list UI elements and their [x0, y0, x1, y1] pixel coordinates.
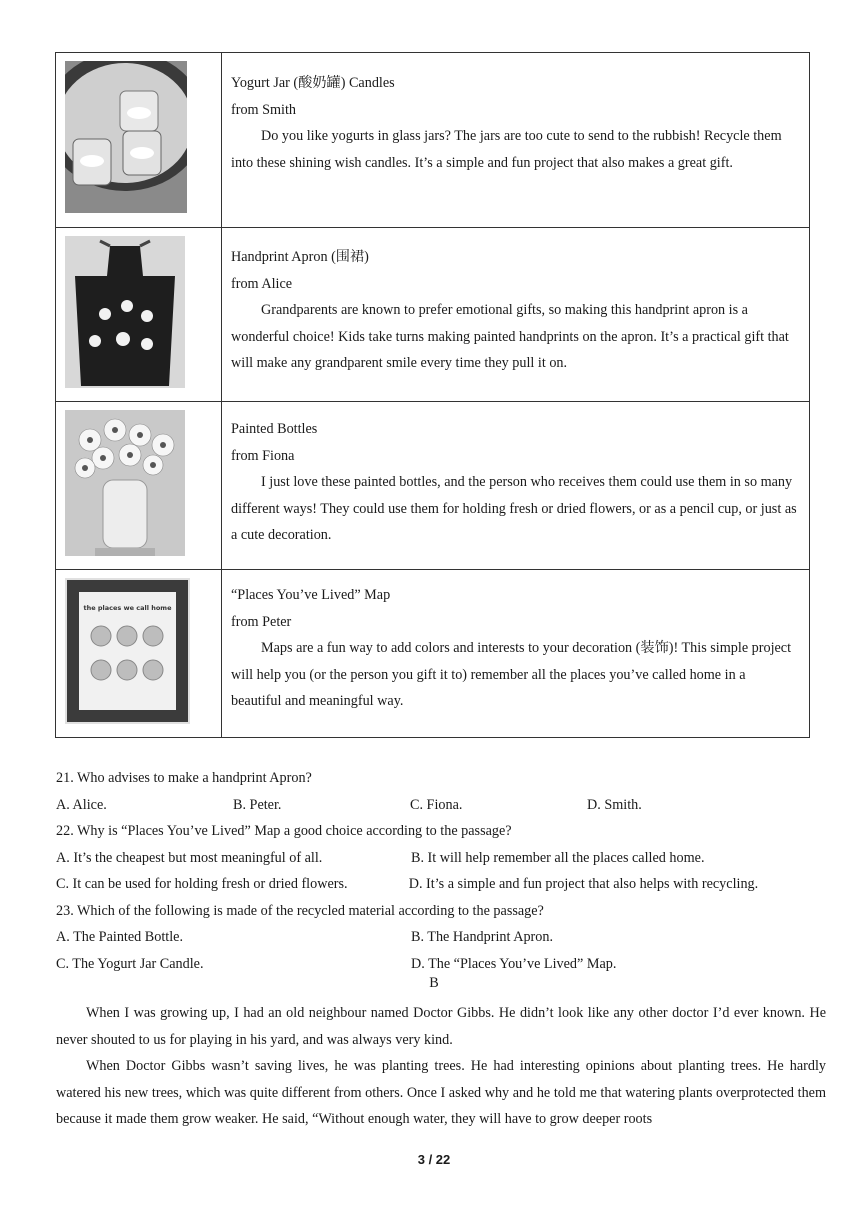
- option-b: B. It will help remember all the places called home.: [411, 849, 705, 866]
- gift-author: from Fiona: [231, 447, 295, 464]
- question-stem: 21. Who advises to make a handprint Apron?: [56, 770, 312, 786]
- gift-text-cell: [222, 570, 810, 738]
- gift-row: [56, 228, 810, 402]
- places-map-photo: [65, 578, 190, 724]
- option-c: C. The Yogurt Jar Candle.: [56, 955, 204, 972]
- map-image-caption: the places we call home: [83, 604, 172, 612]
- answer-options: [56, 845, 826, 872]
- gift-image-cell: [56, 570, 222, 738]
- gift-row: [56, 53, 810, 228]
- option-b: B. The Handprint Apron.: [411, 929, 553, 945]
- option-a: A. Alice.: [56, 796, 107, 813]
- gift-table: [55, 52, 810, 738]
- gift-text-cell: [222, 402, 810, 570]
- painted-bottle-photo: [65, 410, 185, 556]
- gift-title: Yogurt Jar (酸奶罐) Candles: [231, 75, 395, 91]
- gift-author: from Peter: [231, 613, 292, 630]
- gift-image-cell: [56, 228, 222, 402]
- question-stem: 23. Which of the following is made of the recycled material according to the passage?: [56, 902, 544, 919]
- option-b: B. Peter.: [233, 796, 282, 813]
- option-d: D. Smith.: [587, 796, 642, 813]
- gift-description: Maps are a fun way to add colors and interests to your decoration (装饰)! This simple project will help you (or the person you gift it to) remember all the places you’ve called home in a beautiful and meaningful way.: [231, 640, 792, 709]
- option-d: D. It’s a simple and fun project that also helps with recycling.: [408, 876, 759, 892]
- answer-options: [56, 924, 826, 951]
- question: [56, 818, 826, 898]
- gift-row: [56, 570, 810, 738]
- answer-options: [56, 792, 826, 819]
- passage-paragraph: When I was growing up, I had an old neighbour named Doctor Gibbs. He didn’t look like any other doctor I’d ever known. He never shouted to us for playing in his yard, and was always very kind.: [56, 1005, 826, 1048]
- gift-image-cell: [56, 53, 222, 228]
- yogurt-candles-photo: [65, 61, 187, 213]
- option-d: D. The “Places You’ve Lived” Map.: [411, 955, 617, 972]
- answer-options: [56, 951, 826, 978]
- answer-options: [56, 871, 826, 898]
- page-number: 3 / 22: [417, 1152, 451, 1167]
- gift-image-cell: [56, 402, 222, 570]
- gift-description: Do you like yogurts in glass jars? The jars are too cute to send to the rubbish! Recycle them into these shining wish candles. It’s a simple and fun project that also makes a great gift.: [231, 128, 782, 171]
- gift-text-cell: [222, 53, 810, 228]
- option-c: C. It can be used for holding fresh or dried flowers.: [56, 876, 348, 892]
- passage-paragraph: When Doctor Gibbs wasn’t saving lives, he was planting trees. He had interesting opinions about planting trees. He hardly watered his new trees, which was quite different from others. Once I asked why and he told me that watering plants overprotected them because it made them grow weaker. He said, “Without enough water, they will have to grow deeper roots: [56, 1058, 826, 1127]
- gift-author: from Alice: [231, 275, 293, 292]
- gift-title: Handprint Apron (围裙): [231, 249, 369, 265]
- reading-passage: [56, 1000, 826, 1133]
- option-c: C. Fiona.: [410, 796, 463, 813]
- option-a: A. It’s the cheapest but most meaningful of all.: [56, 849, 323, 866]
- gift-description: Grandparents are known to prefer emotional gifts, so making this handprint apron is a wonderful choice! Kids take turns making painted handprints on the apron. It’s a practical gift that will make any grandparent smile every time they pull it on.: [231, 302, 789, 371]
- question-stem: 22. Why is “Places You’ve Lived” Map a good choice according to the passage?: [56, 823, 512, 839]
- section-heading: B: [429, 975, 439, 991]
- question: [56, 765, 826, 818]
- gift-title: Painted Bottles: [231, 421, 318, 437]
- gift-title: “Places You’ve Lived” Map: [231, 587, 391, 603]
- question-list: [56, 765, 826, 977]
- handprint-apron-photo: [65, 236, 185, 388]
- gift-author: from Smith: [231, 101, 297, 118]
- gift-row: [56, 402, 810, 570]
- gift-text-cell: [222, 228, 810, 402]
- option-a: A. The Painted Bottle.: [56, 929, 184, 945]
- question: [56, 898, 826, 978]
- gift-description: I just love these painted bottles, and the person who receives them could use them in so many different ways! They could use them for holding fresh or dried flowers, or as a pencil cup, or just as a cute decoration.: [231, 474, 797, 543]
